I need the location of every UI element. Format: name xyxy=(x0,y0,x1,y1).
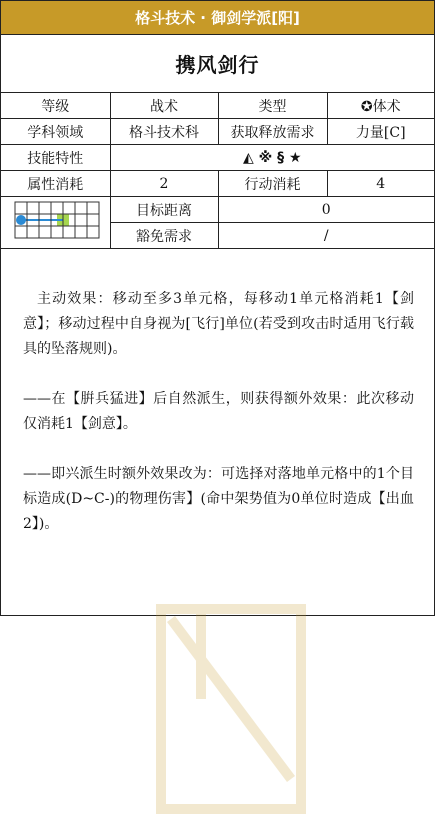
traits-label: 技能特性 xyxy=(1,145,110,171)
origin-dot xyxy=(16,215,26,225)
attribute-table xyxy=(1,93,434,249)
range-diagram-cell xyxy=(1,197,110,249)
card-header: 格斗技术 · 御剑学派[阳] xyxy=(1,1,434,35)
attr-cost-value: 2 xyxy=(110,171,218,197)
action-cost-label: 行动消耗 xyxy=(218,171,327,197)
target-range-label: 目标距离 xyxy=(110,197,218,223)
requirement-value: 力量[C] xyxy=(327,119,434,145)
level-label: 等级 xyxy=(1,93,110,119)
target-range-value: 0 xyxy=(218,197,434,223)
sword-watermark-icon xyxy=(141,579,321,829)
immunity-label: 豁免需求 xyxy=(110,223,218,249)
desc-main-effect: 主动效果：移动至多3单元格，每移动1单元格消耗1【剑意】；移动过程中自身视为[飞行]单位(若受到攻击时适用飞行载具的坠落规则)。 xyxy=(23,291,414,357)
requirement-label: 获取释放需求 xyxy=(218,119,327,145)
description xyxy=(1,249,434,537)
type-value: ✪体术 xyxy=(327,93,434,119)
subject-value: 格斗技术科 xyxy=(110,119,218,145)
traits-value: ◭ ※ § ★ xyxy=(110,145,434,171)
attr-cost-label: 属性消耗 xyxy=(1,171,110,197)
desc-improv-effect: ——即兴派生时额外效果改为：可选择对落地单元格中的1个目标造成(D~C-)的物理伤害】(命中架势值为0单位时造成【出血2】)。 xyxy=(23,466,414,532)
skill-title: 携风剑行 xyxy=(1,35,434,93)
range-grid-icon xyxy=(9,201,101,241)
subject-label: 学科领域 xyxy=(1,119,110,145)
desc-derived-effect: ——在【腁兵猛进】后自然派生，则获得额外效果：此次移动仅消耗1【剑意】。 xyxy=(23,391,414,432)
immunity-value: / xyxy=(218,223,434,249)
action-cost-value: 4 xyxy=(327,171,434,197)
level-value: 战术 xyxy=(110,93,218,119)
type-label: 类型 xyxy=(218,93,327,119)
